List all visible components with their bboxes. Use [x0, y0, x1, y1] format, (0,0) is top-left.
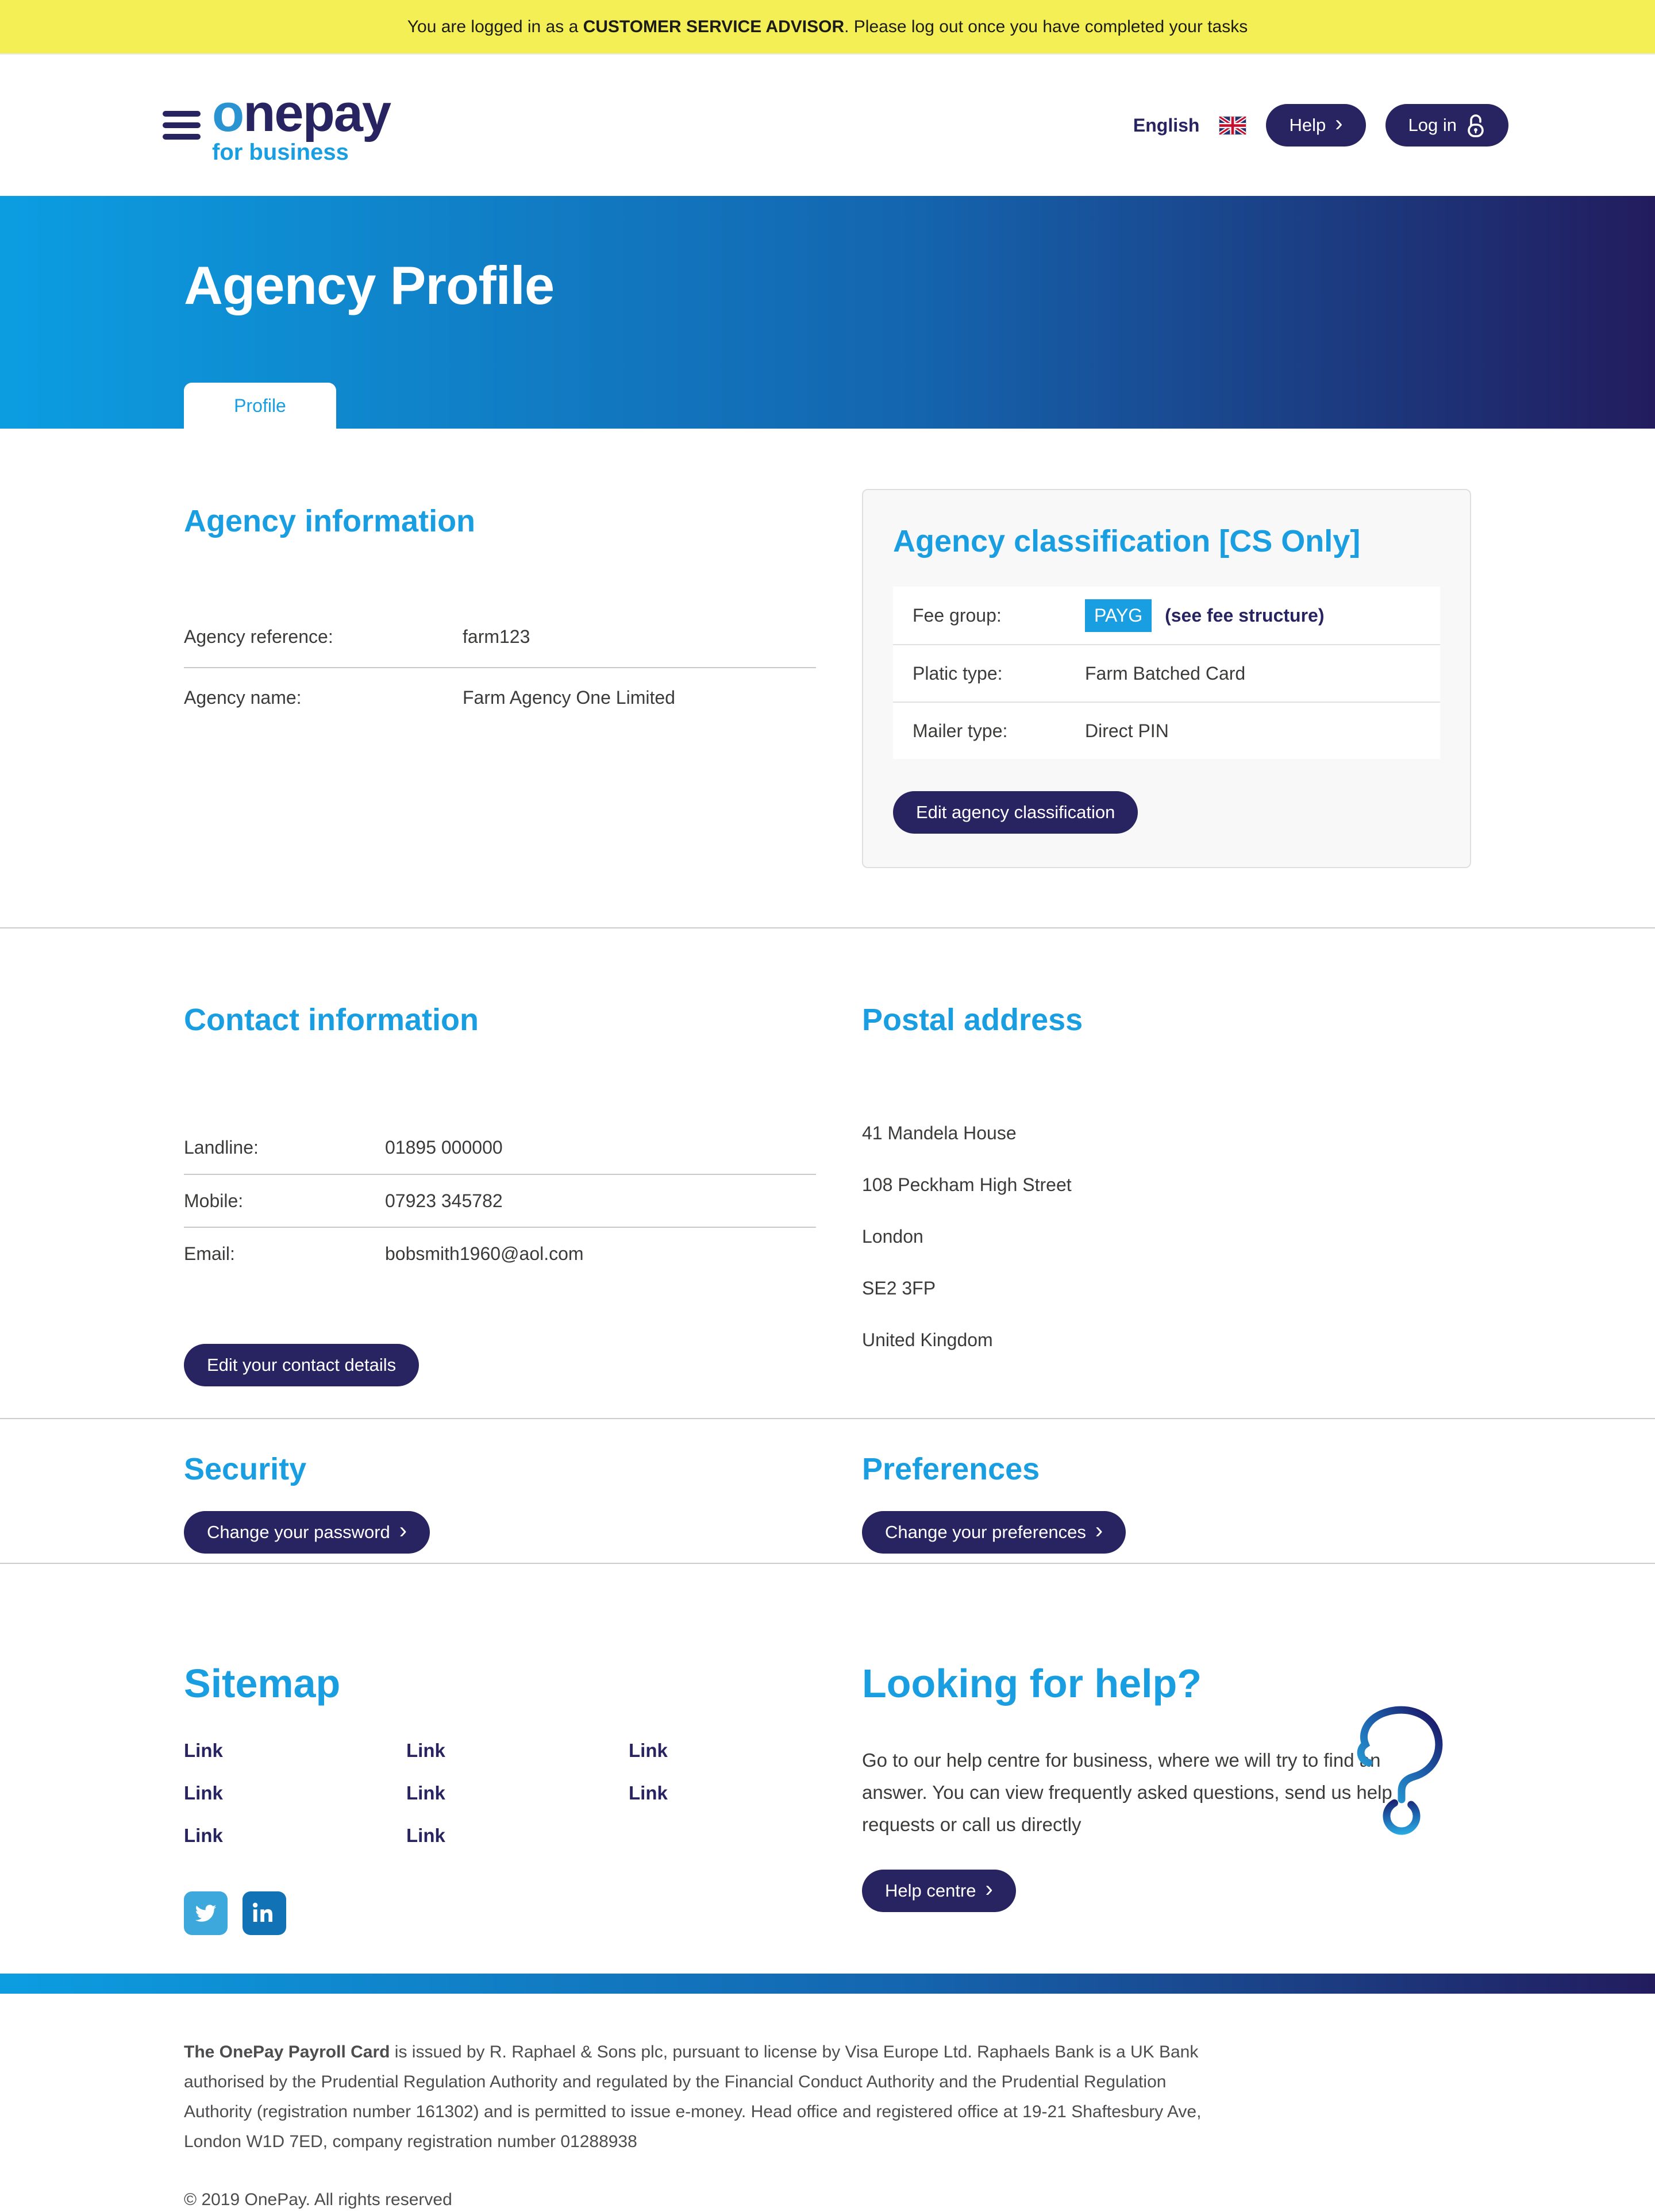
- agency-classification-card: [862, 489, 1471, 868]
- question-mark-icon: [1353, 1704, 1449, 1841]
- linkedin-icon[interactable]: [243, 1891, 286, 1935]
- platic-type-value: Farm Batched Card: [1085, 662, 1246, 684]
- help-description: Go to our help centre for business, where we will try to find an answer. You can view frequently asked questions, send us help requests or call us directly: [862, 1749, 1392, 1835]
- sitemap-link[interactable]: Link: [406, 1782, 445, 1803]
- address-line: SE2 3FP: [862, 1278, 936, 1298]
- menu-icon[interactable]: [163, 111, 201, 140]
- cs-advisor-banner-text: You are logged in as a CUSTOMER SERVICE ADVISOR. Please log out once you have completed your tasks: [407, 17, 1248, 36]
- footer-gradient-bar: [0, 1974, 1655, 1994]
- tab-profile[interactable]: Profile: [184, 383, 336, 429]
- table-row: Agency name: Farm Agency One Limited: [184, 667, 816, 727]
- postal-address-title: Postal address: [862, 1003, 1083, 1037]
- sitemap-link[interactable]: Link: [184, 1782, 223, 1803]
- copyright-text: © 2019 OnePay. All rights reserved: [184, 2190, 452, 2209]
- padlock-icon: [1466, 113, 1485, 138]
- address-line: 108 Peckham High Street: [862, 1174, 1072, 1195]
- table-row: Mailer type: Direct PIN: [893, 702, 1440, 759]
- footer: [0, 1994, 1655, 2210]
- login-button[interactable]: Log in: [1385, 104, 1508, 147]
- sitemap-link[interactable]: Link: [184, 1740, 223, 1761]
- table-row: Email: bobsmith1960@aol.com: [184, 1227, 816, 1280]
- uk-flag-icon[interactable]: [1219, 116, 1246, 135]
- table-row: Agency reference: farm123: [184, 626, 530, 647]
- address-line: United Kingdom: [862, 1329, 993, 1350]
- cs-advisor-banner: [0, 0, 1655, 55]
- table-row: Landline: 01895 000000: [184, 1136, 503, 1158]
- legal-text: The OnePay Payroll Card is issued by R. Raphael & Sons plc, pursuant to license by Visa Europe Ltd. Raphaels Bank is a UK Bank authorised by the Prudential Regulation Authority and regulated by the Financial Conduct Authority and the Prudential Regulation Authority (registration number 161302) and is permitted to issue e-money. Head office and registered office at 19-21 Shaftesbury Ave, London W1D 7ED, company registration number 01288938: [184, 2043, 1202, 2151]
- agency-information-title: Agency information: [184, 504, 476, 538]
- contact-section: [0, 927, 1655, 1418]
- page-title: Agency Profile: [184, 255, 555, 315]
- mailer-type-value: Direct PIN: [1085, 720, 1169, 741]
- hero-banner: [0, 196, 1655, 429]
- agency-classification-title: Agency classification [CS Only]: [893, 524, 1361, 558]
- address-line: 41 Mandela House: [862, 1123, 1017, 1143]
- sitemap-link[interactable]: Link: [184, 1825, 223, 1846]
- table-row: Platic type: Farm Batched Card: [893, 644, 1440, 702]
- logo-subtitle: for business: [212, 140, 349, 165]
- agency-reference-value: farm123: [463, 626, 530, 647]
- help-button[interactable]: Help ›: [1266, 104, 1365, 147]
- looking-for-help-title: Looking for help?: [862, 1661, 1202, 1706]
- sitemap-link[interactable]: Link: [406, 1825, 445, 1846]
- language-selector[interactable]: English: [1133, 114, 1200, 136]
- preferences-title: Preferences: [862, 1452, 1040, 1486]
- agency-name-value: Farm Agency One Limited: [463, 687, 675, 708]
- change-preferences-button[interactable]: Change your preferences ›: [862, 1511, 1126, 1554]
- classification-table: [893, 587, 1440, 759]
- address-line: London: [862, 1226, 923, 1247]
- sitemap-link[interactable]: Link: [629, 1740, 668, 1761]
- sitemap-title: Sitemap: [184, 1661, 341, 1706]
- postal-address: [862, 1123, 1471, 1381]
- onepay-logo[interactable]: onepay for business: [212, 84, 391, 165]
- table-row: Mobile: 07923 345782: [184, 1174, 816, 1227]
- edit-contact-details-button[interactable]: Edit your contact details: [184, 1344, 419, 1386]
- agency-information-table: [184, 607, 816, 727]
- agency-information-section: [0, 429, 1655, 927]
- sitemap-link[interactable]: Link: [629, 1782, 668, 1803]
- email-value: bobsmith1960@aol.com: [385, 1243, 584, 1264]
- contact-information-title: Contact information: [184, 1003, 479, 1037]
- sitemap-help-section: [0, 1563, 1655, 1974]
- change-password-button[interactable]: Change your password ›: [184, 1511, 430, 1554]
- security-preferences-section: [0, 1418, 1655, 1563]
- sitemap-link[interactable]: Link: [406, 1740, 445, 1761]
- see-fee-structure-link[interactable]: (see fee structure): [1165, 604, 1325, 626]
- table-row: Fee group: PAYG (see fee structure): [893, 587, 1440, 644]
- contact-table: [184, 1121, 816, 1280]
- edit-agency-classification-button[interactable]: Edit agency classification: [893, 791, 1138, 834]
- sitemap-links: [184, 1740, 862, 1867]
- landline-value: 01895 000000: [385, 1136, 503, 1158]
- twitter-icon[interactable]: [184, 1891, 228, 1935]
- help-centre-button[interactable]: Help centre ›: [862, 1870, 1016, 1912]
- security-title: Security: [184, 1452, 307, 1486]
- header: [0, 55, 1655, 196]
- fee-group-badge: PAYG: [1085, 599, 1152, 632]
- mobile-value: 07923 345782: [385, 1190, 503, 1211]
